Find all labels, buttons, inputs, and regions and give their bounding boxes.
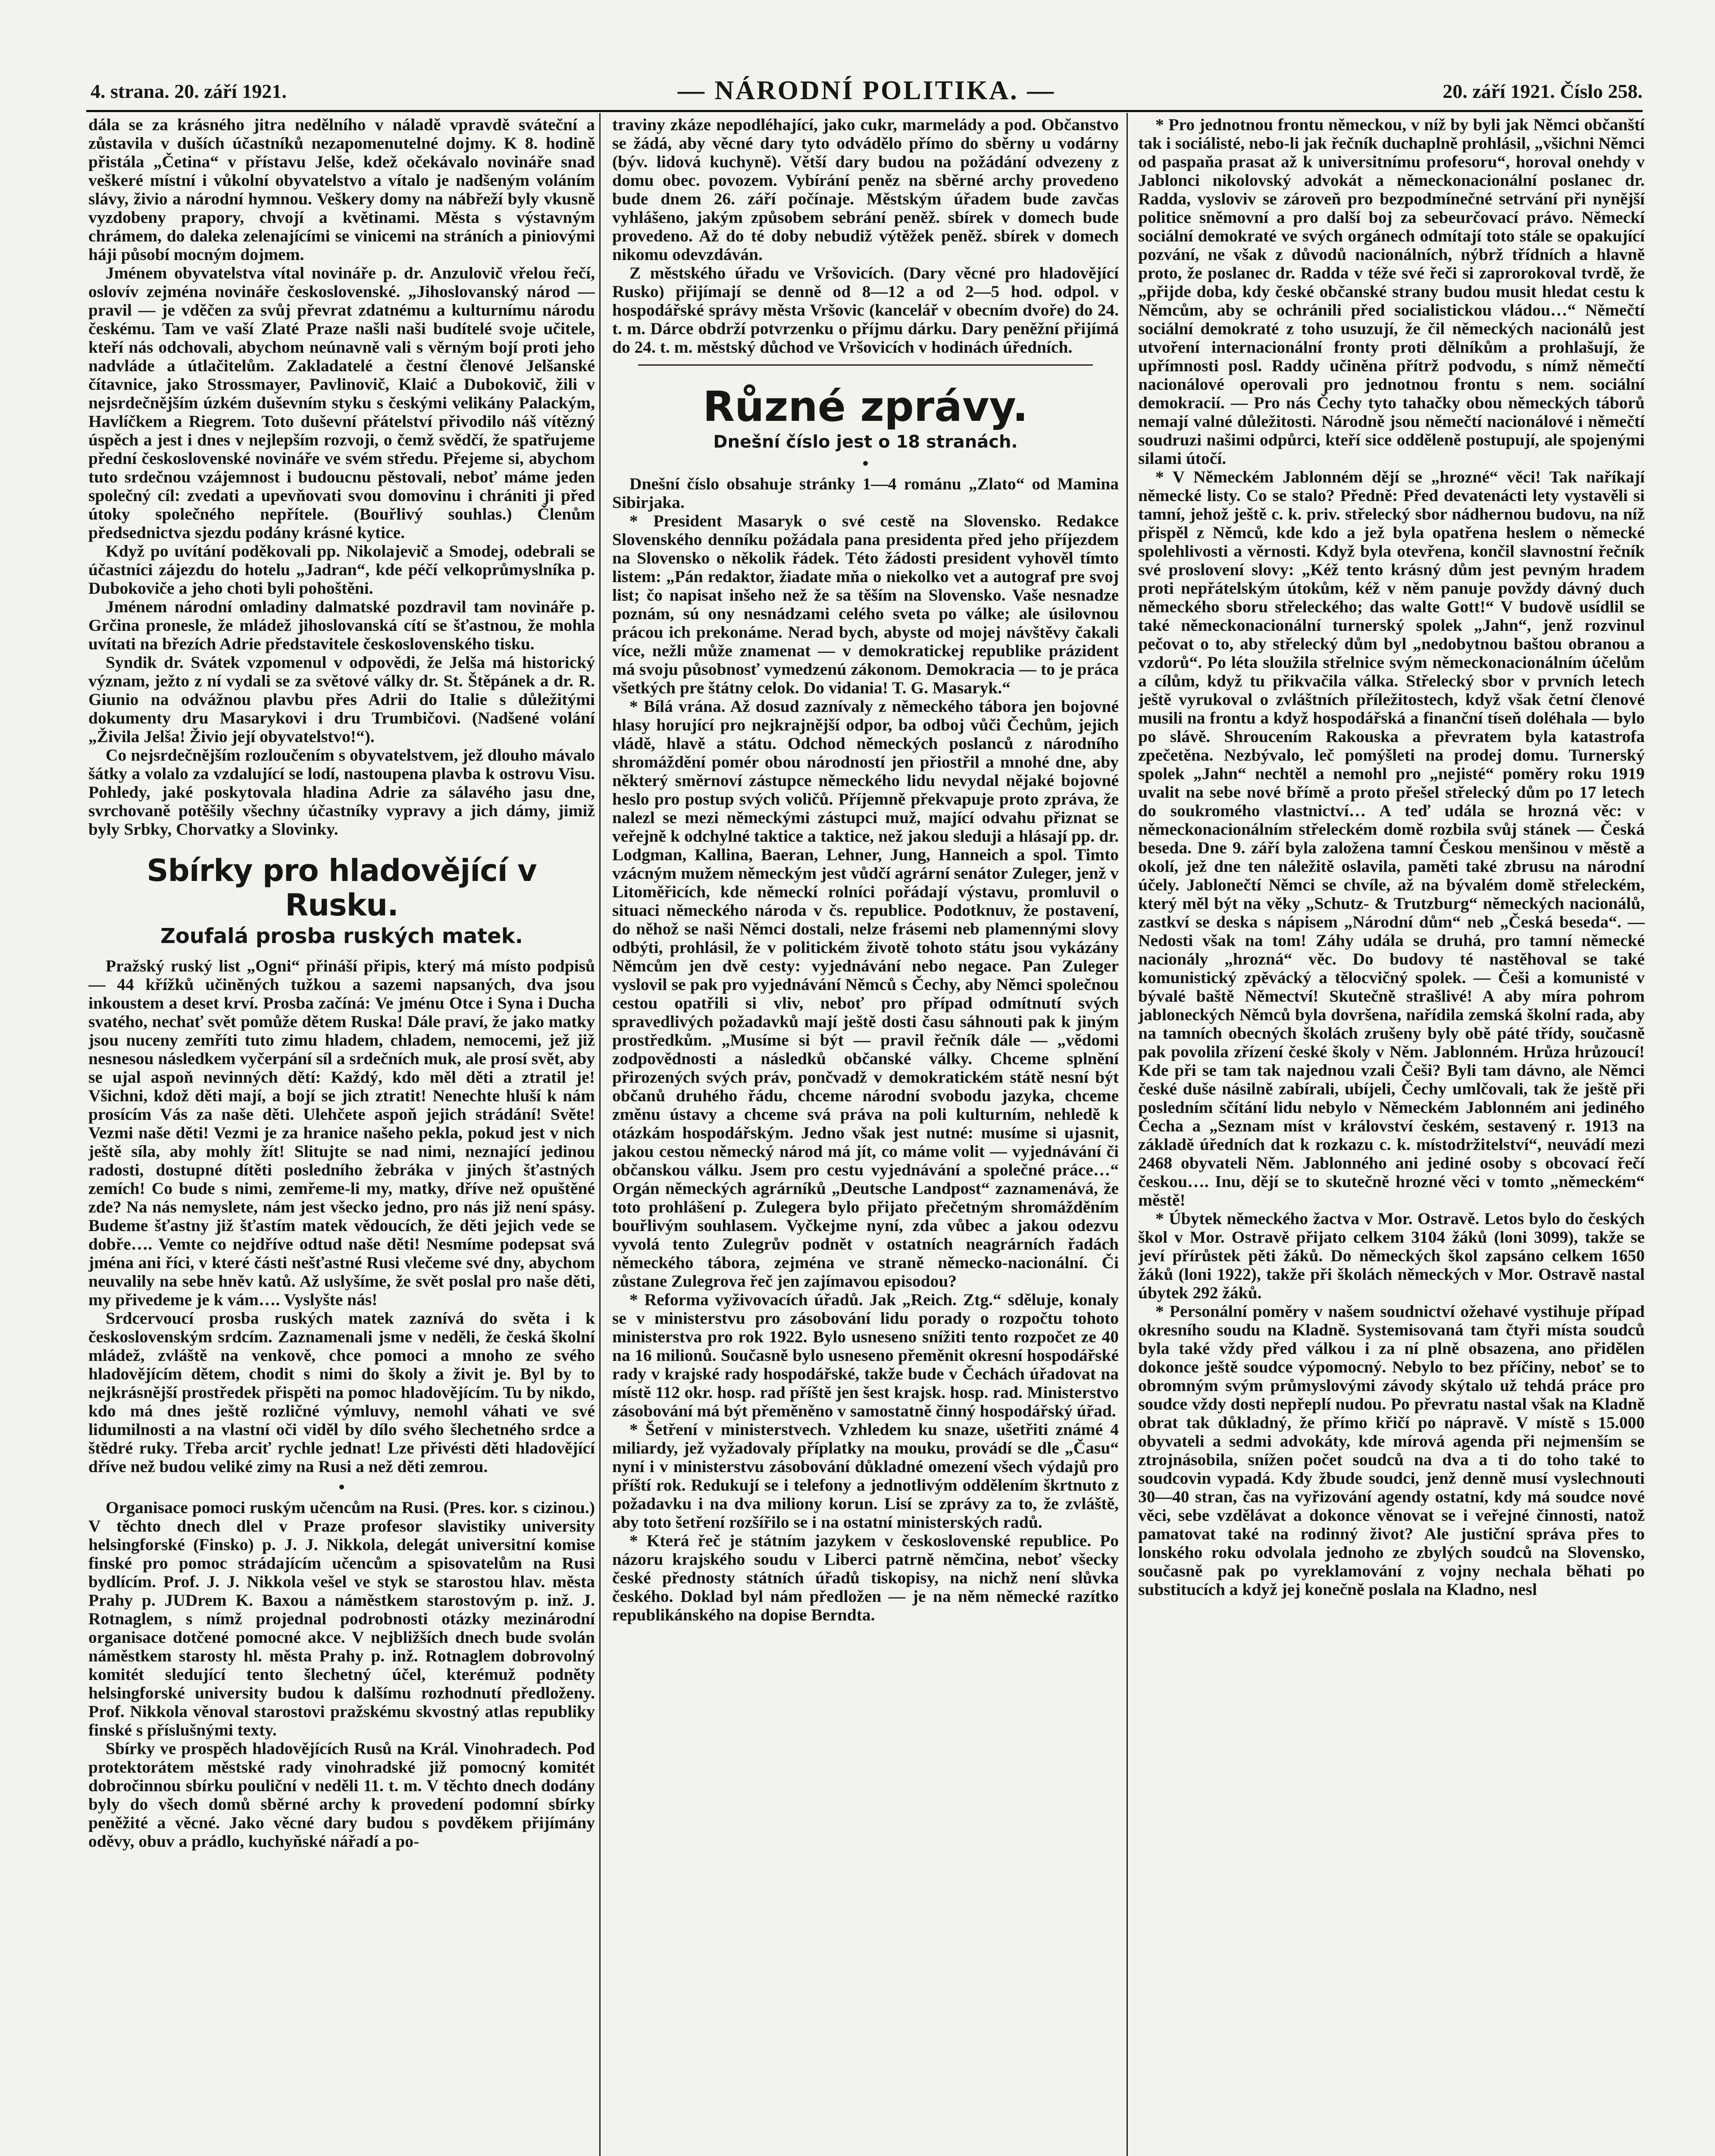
paragraph: Jménem obyvatelstva vítal novináře p. dr. Anzulovič vřelou řečí, oslovív zejména novináře československé. „Jihoslovanský národ — pravil — je vděčen za svůj převrat zdatnému a kulturnímu národu českému. Tam ve vaší Zlaté Praze našli naši budítelé svoje učitele, kteří nás odchovali, abychom neúnavně vali s věrným bojí proti jeho nadvláde a útlačitelům. Zakladatelé a čestní členové Jelšanské čítavnice, jako Strossmayer, Pavlinovič, Klaić a Dubokovič, žili v nejsrdečnějším úzkém duševním styku s českými velikány Palackým, Havlíčkem a Riegrem. Toto duševní přátelství přivodilo náš vítězný úspěch a jest i dnes v nejlepším rozvoji, o čemž svědčí, že spatřujeme přední československé novináře ve svém středu. Přejeme si, abychom tuto srdečnou vzájemnost i budoucnu pěstovali, neboť máme jeden společný cíl: zvedati a upevňovati svou domovinu i chrániti ji před útoky společného nepřítele. (Bouřlivý souhlas.) Členům předsednictva sjezdu podány krásné kytice. xyxy=(88,263,595,542)
paragraph: dála se za krásného jitra nedělního v náladě vpravdě sváteční a zůstavila v duších účastníků nezapomenutelné dojmy. K 8. hodině přistála „Četina“ v přístavu Jelše, kdež očekávalo novináře snad veškeré místní i vůkolní obyvatelstvo a vítalo je nadšeným voláním slávy, živio a národní hymnou. Veškery domy na nábřeží byly vkusně vyzdobeny prapory, chvojí a květinami. Města s výstavným chrámem, do daleka zelenajícími se vinicemi na stráních a piniovými háji působí mocným dojmem. xyxy=(88,116,595,264)
separator-dot: • xyxy=(338,1477,345,1497)
paragraph: * Reforma vyživovacích úřadů. Jak „Reich. Ztg.“ sděluje, konaly se v ministerstvu pro zásobování lidu porady o rozpočtu tohoto ministerstva pro rok 1922. Bylo usneseno snížiti tento rozpočet ze 40 na 16 milionů. Současně bylo usneseno přeměnit okresní hospodářské rady v krajské rady hospodářské, takže bude v Čechách úřadovat na místě 112 okr. hosp. rad příště jen šest krajsk. hosp. rad. Ministerstvo zásobování má být přeměněno v samostatně činný hospodářský úřad. xyxy=(612,1290,1119,1420)
column-1 xyxy=(88,116,595,2156)
page-number-date: 4. strana. 20. září 1921. xyxy=(91,80,287,102)
article-headline: Sbírky pro hladovějící v Rusku. xyxy=(147,853,537,923)
column-divider xyxy=(1127,113,1128,2156)
separator-dot: • xyxy=(862,454,869,473)
paragraph: Organisace pomoci ruským učencům na Rusi. (Pres. kor. s cizinou.) V těchto dnech dlel v Praze profesor slavistiky university helsingforské (Finsko) p. J. J. Nikkola, delegát universitní komise finské pro pomoc strádajícím učencům a spisovatelům na Rusi bydlícím. Prof. J. J. Nikkola vešel ve styk se starostou hlav. města Prahy p. JUDrem K. Baxou a náměstkem starostovým p. inž. J. Rotnaglem, s nímž projednal podrobnosti otázky mezinárodní organisace dotčené pomocné akce. V nejbližších dnech bude svolán náměstkem starosty hl. města Prahy p. inž. Rotnaglem dobrovolný komitét sledující tento šlechetný účel, kterémuž podněty helsingforské university budou k dalšímu rozhodnutí předloženy. Prof. Nikkola věnoval starostovi pražskému skvostný atlas republiky finské s příslušnými texty. xyxy=(88,1498,595,1739)
paragraph: Srdcervoucí prosba ruských matek zaznívá do světa i k československým srdcím. Zaznamenali jsme v neděli, že česká školní mládež, zvláště na venkově, chce pomoci a mnoho ze svého hladovějícím dětem, chodit s nimi do školy a živit je. Byl by to nejkrásnější prostředek přispěti na pomoc hladovějícím. Tu by nikdo, kdo má dnes ještě rozličné výmluvy, nemohl váhati ve své lidumilnosti a na vlastní oči viděl by dílo svého šlechetného srdce a štědré ruky. Třeba arciť rychle jednat! Lze přivésti děti hladovějící dříve než budou veliké zimy na Rusi a než děti zemrou. xyxy=(88,1309,595,1476)
paragraph: Z městského úřadu ve Vršovicích. (Dary věcné pro hladovějící Rusko) přijímají se denně od 8—12 a od 2—5 hod. odpol. v hospodářské správy města Vršovic (kancelář v obecním dvoře) do 24. t. m. Dárce obdrží potvrzenku o příjmu dárku. Dary peněžní přijímá do 24. t. m. městský důchod ve Vršovicích v hodinách úředních. xyxy=(612,263,1119,357)
article-subheadline: Zoufalá prosba ruských matek. xyxy=(160,924,523,948)
paragraph: Syndik dr. Svátek vzpomenul v odpovědi, že Jelša má historický význam, ježto z ní vydali se za světové války dr. St. Štěpánek a dr. R. Giunio na odvážnou plavbu přes Adrii do Italie s důležitými dokumenty dru Masarykovi i dru Trumbičovi. (Nadšené volání „Živila Jelša! Živio její obyvatelstvo!“). xyxy=(88,653,595,746)
issue-date-number: 20. září 1921. Číslo 258. xyxy=(1443,80,1643,102)
paragraph: Co nejsrdečnějším rozloučením s obyvatelstvem, jež dlouho mávalo šátky a volalo za vzdalující se lodí, nastoupena plavba k ostrovu Visu. Pohledy, jaké poskytovala hladina Adrie za sálavého jasu dne, svrchovaně potěšily všechny účastníky vypravy a jich dámy, jimiž byly Srbky, Chorvatky a Slovinky. xyxy=(88,746,595,839)
header-rule xyxy=(86,110,1643,112)
section-title: Různé zprávy. xyxy=(703,382,1028,431)
section-subtitle: Dnešní číslo jest o 18 stranách. xyxy=(713,432,1018,452)
paragraph: Dnešní číslo obsahuje stránky 1—4 románu „Zlato“ od Mamina Sibirjaka. xyxy=(612,474,1119,512)
column-3 xyxy=(1138,116,1645,2156)
paragraph: * Úbytek německého žactva v Mor. Ostravě. Letos bylo do českých škol v Mor. Ostravě přijato celkem 3104 žáků (loni 3099), takže se jeví přírůstek pěti žáků. Do německých škol zapsáno celkem 1650 žáků (loni 1922), takže při školách německých v Mor. Ostravě nastal úbytek 292 žáků. xyxy=(1138,1209,1645,1302)
paragraph: * President Masaryk o své cestě na Slovensko. Redakce Slovenského denníku požádala pana presidenta před jeho příjezdem na Slovensko o několik řádek. Této žádosti president vyhověl tímto listem: „Pán redaktor, žiadate mňa o niekolko vet a autograf pre svoj list; čo napisat inšeho než že sa těším na Slovensko. Vaše nesnadze poznám, sú ony nesnádzami celého sveta po válke; ale úsilovnou prácou ich prekonáme. Nerad bych, abyste od mojej návštěvy čakali více, nežli může znamenat — v demokratickej republike prázident má svoju působnosť vymedzenú zákonom. Demokracia — to je práca všetkých pre štátny celok. Do vidania! T. G. Masaryk.“ xyxy=(612,511,1119,697)
column-divider xyxy=(599,113,601,2156)
paragraph: Pražský ruský list „Ogni“ přináší připis, který má místo podpisů — 44 křížků učiněných tužkou a sazemi napsaných, dva jsou inkoustem a deset krví. Prosba začíná: Ve jménu Otce i Syna i Ducha svatého, nechať svět pomůže dětem Ruska! Dále praví, že jako matky jsou nuceny zemříti tuto zimu hladem, chladem, nemocemi, jež již nesnesou následkem vyčerpání síl a srdečních muk, ale prosí svět, aby se ujal aspoň nevinných dětí: Každý, kdo měl děti a ztratil je! Všichni, kdož děti mají, a bojí se jich ztratit! Nenechte hluší k nám prosícím Vás za naše děti. Ulehčete aspoň jejich strádání! Světe! Vezmi naše děti! Vezmi je za hranice našeho pekla, pokud jest v nich ještě síla, aby mohly žít! Slitujte se nad nimi, neznající jedinou radosti, dostupné dítěti posledního žebráka v jiných šťastných zemích! Co bude s nimi, zemřeme-li my, matky, dříve než opuštěné zde? Na nás nemyslete, nám jest všecko jedno, pro nás již není spásy. Budeme šťastny již šťastím matek vědoucích, že děti jejich vede se dobře…. Vemte co nejdříve odtud naše děti! Nesmíme podepsat svá jména ani říci, v které části nešťastné Rusi vlečeme své dny, abychom neuvalily na sebe hněv katů. Až uslyšíme, že svět poslal pro naše děti, my přivedeme je k vám…. Vyslyšte nás! xyxy=(88,956,595,1309)
masthead xyxy=(91,75,1643,110)
paragraph: traviny zkáze nepodléhající, jako cukr, marmelády a pod. Občanstvo se žádá, aby věcné dary tyto odvádělo přímo do sběrny u vodárny (býv. lidová kuchyně). Větší dary budou na požádání odvezeny z domu obec. povozem. Vybírání peněz na sběrné archy provedeno bude dnem 26. září počínaje. Městským úřadem bude zavčas vyhlášeno, jakým způsobem sebrání peněž. sbírek v domech bude provedeno. Až do té doby nebudiž výtěžek peněž. sbírek v domech nikomu odevzdáván. xyxy=(612,116,1119,264)
paragraph: * Pro jednotnou frontu německou, v níž by byli jak Němci občanští tak i sociálisté, nebo-li jak řečník duchaplně prohlásil, „všichni Němci od paspaňa prasat až k universitnímu profesoru“, horoval onehdy v Jablonci nikolovský advokát a německonacionální poslanec dr. Radda, vysloviv se zároveň pro bezpodmínečné setrvání při nynější politice sněmovní a pro další boj za sebeurčovací právo. Německí sociální demokraté ve svých orgánech odmítají toto stále se opakující pozvání, ne však z důvodů nacionálních, nýbrž třídních a hlavně proto, že poslanec dr. Radda v téže své řeči si zaprorokoval tvrdě, že „přijde doba, kdy české občanské strany budou musit hledat cestu k Němcům, aby se ochránili před socialistickou vládou…“ Němečtí sociální demokraté z toho usuzují, že čil německých nacionálů jest utvoření internacionální fronty proti dělníkům a prohlašují, že upřímnosti posl. Raddy učiněna přítrž podvodu, s nímž němečtí nacionálové operovali pro jednotnou frontu s nem. sociální demokracií. — Pro nás Čechy tyto tahačky obou německých táborů nemají valné důležitosti. Národně jsou němečtí nacionálové i němečtí soudruzi našimi odpůrci, kteří sice odděleně postupují, ale spojenými silami útočí. xyxy=(1138,116,1645,468)
paragraph: Jménem národní omladiny dalmatské pozdravil tam novináře p. Grčina pronesle, že mládež jihoslovanská cítí se šťastnou, že mohla uvítati na březích Adrie představitele československého tisku. xyxy=(88,597,595,653)
paragraph: Když po uvítání poděkovali pp. Nikolajevič a Smodej, odebrali se účastníci zájezdu do hotelu „Jadran“, kde péčí velkoprůmyslníka p. Dubokoviče a jeho choti byli pohoštěni. xyxy=(88,542,595,598)
paragraph: * V Německém Jablonném dějí se „hrozné“ věci! Tak naříkají německé listy. Co se stalo? Předně: Před devatenácti lety vystavěli si tamní, jehož ještě c. k. priv. střelecký sbor nádhernou budovu, na níž přispěl z Němců, kde kdo a jež byla opatřena heslem o německé spolehlivosti a věrnosti. Když byla otevřena, končil slavnostní řečník své proslovení slovy: „Kéž tento krásný dům jest pevným hradem proti nepřátelským útokům, kéž v něm panuje povždy dávný duch německého sboru střeleckého; das walte Gott!“ V budově usídlil se také německonacionální turnerský spolek „Jahn“, jenž rozvinul pečovat o to, aby střelecký dům byl „nedobytnou baštou obranou a vzdorů“. Po léta sloužila střelnice svým německonacionálním účelům a cílům, když tu přikvačila válka. Střelecký sbor v prvních letech ještě vyrukoval o zvláštních příležitostech, když však četní členové musili na frontu a když hospodářská a finanční tíseň doléhala — bylo po slávě. Shroucením Rakouska a převratem byla katastrofa zpečetěna. Nezbývalo, leč pomýšleti na prodej domu. Turnerský spolek „Jahn“ nechtěl a nemohl pro „nejisté“ poměry roku 1919 uvalit na sebe nové břímě a proto přešel střelecký dům po 17 letech do soukromého vlastnictví… A teď udála se hrozná věc: v německonacionálním střeleckém domě rozbila svůj stánek — Česká beseda. Dne 9. září byla založena tamní Českou menšinou v městě a okolí, jež dne ten náležitě oslavila, paměti také zbrusu na národní účely. Jablonečtí Němci se chvíle, až na bývalém domě střeleckém, který měl být na věky „Schutz- & Trutzburg“ německých nacionálů, zastkví se deska s nápisem „Národní dům“ neb „Česká beseda“. — Nedosti však na tom! Záhy udála se druhá, pro tamní německé nacionály „hrozná“ věc. Do budovy té nastěhoval se také komunistický zpěvácký a tělocvičný spolek. — Češi a komunisté v bývalé baště Němectví! Skutečně strašlivé! A aby míra pohrom jabloneckých Němců byla dovršena, nařídila zemská školní rada, aby na tamních obecných školách zrušeny byly obě páté třídy, současně pak povolila zřízení české školy v Něm. Jablonném. Hrůza hrůzoucí! Kde při se tam tak najednou vzali Češi? Byli tam dávno, ale Němci české duše násilně zabírali, ubíjeli, Čechy umlčovali, tak že ještě při posledním sčítání lidu nebylo v Německém Jablonném ani jediného Čecha a „Seznam míst v království českém, sestavený r. 1913 na základě úředních dat k rozkazu c. k. místodržitelství“, neuvádí mezi 2468 obyvateli Něm. Jablonného ani jediné osoby s obcovací řečí českou…. Inu, dějí se to skutečně hrozné věci v tomto „německém“ městě! xyxy=(1138,467,1645,1210)
paragraph: * Šetření v ministerstvech. Vzhledem ku snaze, ušetřiti známé 4 miliardy, jež vyžadovaly příplatky na mouku, provádí se dle „Času“ nyní i v ministerstvu zásobování důkladné omezení všech výdajů pro příští rok. Redukují se i telefony a jednotlivým oddělením škrtnuto z požadavku i na dva miliony korun. Lisí se zprávy za to, že zvláště, aby toto šetření rozšířilo se i na ostatní ministerských radů. xyxy=(612,1420,1119,1532)
paragraph: * Která řeč je státním jazykem v československé republice. Po názoru krajského soudu v Liberci patrně němčina, neboť všecky české přednosty státních úřadů tiskopisy, na nichž není slůvka českého. Doklad byl nám předložen — je na něm německé razítko republikánského na dopise Berndta. xyxy=(612,1531,1119,1624)
section-rule xyxy=(638,364,1093,366)
column-2 xyxy=(612,116,1119,2156)
paragraph: * Bílá vrána. Až dosud zaznívaly z německého tábora jen bojovné hlasy horující pro nejkrajnější odpor, ba odboj vůči Čechům, jejich vládě, hlavě a státu. Odchod německých poslanců z národního shromáždění pomér obou národností jen přiostřil a mnohé dne, aby některý směrnoví zástupce německého lidu nevydal nějaké bojovné heslo pro postup svých voličů. Příjemně překvapuje proto zpráva, že nalezl se mezi německými zástupci muž, mající odvahu přiznat se veřejně k odchylné taktice a taktice, než jakou sleduji a hlásají pp. dr. Lodgman, Kallina, Baeran, Lehner, Jung, Hanneich a spol. Timto vzácným mužem německým jest vůdčí agrární senátor Zuleger, jenž v Litoměřicích, kde německí rolníci pořádají výstavu, promluvil o situaci německého národa v čs. republice. Podotknuv, že postavení, do něhož se naši Němci dostali, nelze frásemi neb plamennými slovy odbýti, prohlásil, že v politickém životě tohoto státu jsou vykázány Němcům jen dvě cesty: vyjednávání nebo negace. Pan Zuleger vyslovil se pak pro vyjednávání Němců s Čechy, aby Němci společnou cestou opatřili si vliv, neboť pro případ odmítnutí svých spravedlivých požadavků mají ještě dosti času sáhnouti pak k jiným prostředkům. „Musíme si být — pravil řečník dále — „vědomi zodpovědnosti a následků občanské války. Chceme splnění přirozených svých práv, pončvadž v demokratickém státě nesní být občanů druhého řádu, chceme národní svobodu jazyka, chceme změnu ústavy a chceme svá práva na poli kulturním, nehledě k otázkám hospodářským. Jedno však jest nutné: musíme si ujasnit, jakou cestou německý národ má jít, co máme volit — vyjednávání či občanskou válku. Jsem pro cestu vyjednávání a společné práce…“ Orgán německých agrárníků „Deutsche Landpost“ zaznamenává, že toto prohlášení p. Zulegera bylo přijato přečetným shromážděním bouřlivým souhlasem. Vyčkejme nyní, zda vůbec a jakou odezvu vyvolá tento Zulegrův podnět v ostatních neagrárních řadách německého tábora, zejména ve straně německo-nacionální. Či zůstane Zulegrova řeč jen zajímavou episodou? xyxy=(612,697,1119,1291)
newspaper-title: — NÁRODNÍ POLITIKA. — xyxy=(677,76,1056,105)
paragraph: Sbírky ve prospěch hladovějících Rusů na Král. Vinohradech. Pod protektorátem městské rady vinohradské již pomocný komitét dobročinnou sbírku pouliční v neděli 11. t. m. V těchto dnech dodány byly do všech domů sběrné archy k provedení podomní sbírky peněžité a věcné. Jako věcné dary budou s povděkem přijímány oděvy, obuv a prádlo, kuchyňské nářadí a po- xyxy=(88,1739,595,1851)
paragraph: * Personální poměry v našem soudnictví ožehavé vystihuje případ okresního soudu na Kladně. Systemisovaná tam čtyři místa soudců byla také vždy před válkou i za ní plně obsazena, ano přidělen dokonce ještě soudce výpomocný. Nebylo to bez příčiny, neboť se to obromným svým průmyslovými závody skýtalo už tehdá práce pro soudce vždy dosti nepřeplí nudou. Po převratu nastal však na Kladně obrat tak důkladný, že přímo křičí po nápravě. V místě s 15.000 obyvateli a sedmi advokáty, kde mírová agenda při nejmenším se ztrojnásobila, snížen počet soudců na dva a ti do toho také to soudcovin vypadá. Kdy žbude soudci, jenž denně musí vyslechnouti 30—40 stran, čas na vyřizování agendy ostatní, kdy má soudce nové věci, sebe vzdělávat a dokonce věnovat se i veřejné činnosti, natož pamatovat také na rodinný život? Ale justiční správa přes to lonského roku odvolala jednoho ze zbylých soudců na Slovensko, současně pak po vyreklamování z vojny nechala běhati po substitucích a když jej konečně poslala na Kladno, nesl xyxy=(1138,1302,1645,1599)
